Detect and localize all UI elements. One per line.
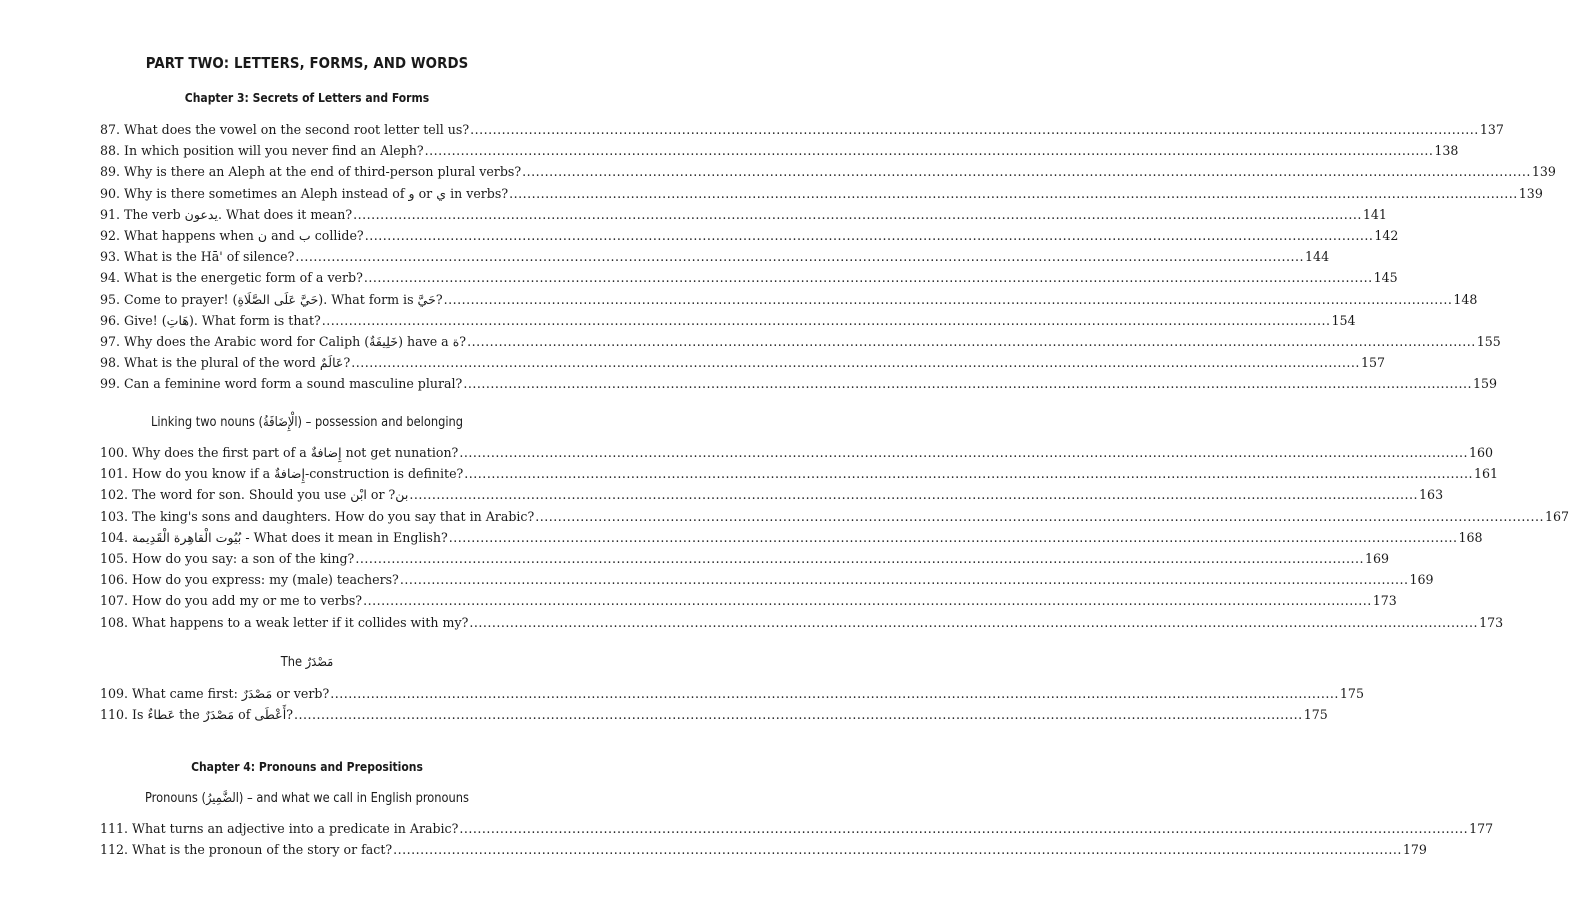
chapter-4-entries	[100, 818, 1494, 860]
toc-entry[interactable]: 101. How do you know if a إِضافةٌ-construction is definite? ..... 161	[100, 463, 536, 484]
masdar-entries	[100, 683, 1364, 725]
idafa-section-title: Linking two nouns (الْإِضَافَةُ) – possession and belonging	[150, 415, 464, 430]
toc-entry[interactable]: 112. What is the pronoun of the story or fact? ..... 179	[100, 839, 536, 860]
toc-entry[interactable]: 105. How do you say: a son of the king? ..... 169	[100, 548, 536, 569]
chapter-3-entries	[100, 119, 1556, 394]
toc-entry[interactable]: 106. How do you express: my (male) teachers? ..... 169	[100, 569, 536, 590]
toc-entry[interactable]: 88. In which position will you never find an Aleph? ..... 138	[100, 140, 536, 161]
toc-entry[interactable]: 110. Is عَطاءٌ the مَصْدَرٌ of أَعْطَى? ..... 175	[100, 704, 536, 725]
toc-entry[interactable]: 95. Come to prayer! (حَيَّ عَلَى الصَّلَاةِ). What form is حَيَّ? ..... 148	[100, 289, 536, 310]
toc-entry[interactable]: 111. What turns an adjective into a predicate in Arabic? ..... 177	[100, 818, 536, 839]
toc-entry[interactable]: 99. Can a feminine word form a sound masculine plural? ..... 159	[100, 373, 536, 394]
idafa-entries	[100, 442, 1569, 633]
pronouns-section-title: Pronouns (الضَّمِيرُ) – and what we call in English pronouns	[144, 791, 470, 806]
masdar-section-title: The مَصْدَرٌ	[280, 655, 334, 670]
toc-entry[interactable]: 102. The word for son. Should you use ابْن or ?بن ..... 163	[100, 484, 536, 505]
toc-entry[interactable]: 103. The king's sons and daughters. How do you say that in Arabic? ..... 167	[100, 506, 536, 527]
toc-entry[interactable]: 92. What happens when ن and ب collide? ..... 142	[100, 225, 536, 246]
toc-entry[interactable]: 97. Why does the Arabic word for Caliph (خَلِيفَةٌ) have a ة? ..... 155	[100, 331, 536, 352]
chapter-4-title: Chapter 4: Pronouns and Prepositions	[191, 760, 423, 774]
toc-entry[interactable]: 89. Why is there an Aleph at the end of third-person plural verbs? ..... 139	[100, 161, 536, 182]
toc-entry[interactable]: 107. How do you add my or me to verbs? ..... 173	[100, 590, 536, 611]
toc-entry[interactable]: 109. What came first: مَصْدَرٌ or verb? ..... 175	[100, 683, 536, 704]
toc-entry[interactable]: 87. What does the vowel on the second root letter tell us? ..... 137	[100, 119, 536, 140]
chapter-3-title: Chapter 3: Secrets of Letters and Forms	[184, 91, 430, 105]
toc-entry[interactable]: 93. What is the Hā' of silence? ..... 144	[100, 246, 536, 267]
toc-entry[interactable]: 104. بُيُوت الْقاهِرة الْقَدِيمة - What does it mean in English? ..... 168	[100, 527, 536, 548]
toc-entry[interactable]: 96. Give! (هَاتِ). What form is that? ..... 154	[100, 310, 536, 331]
toc-entry[interactable]: 100. Why does the first part of a إِضافةٌ not get nunation? ..... 160	[100, 442, 536, 463]
part-title: PART TWO: LETTERS, FORMS, AND WORDS	[145, 54, 469, 72]
toc-entry[interactable]: 91. The verb يدعون. What does it mean? ..... 141	[100, 204, 536, 225]
toc-entry[interactable]: 94. What is the energetic form of a verb? ..... 145	[100, 267, 536, 288]
toc-entry[interactable]: 98. What is the plural of the word عَالَمٌ? ..... 157	[100, 352, 536, 373]
toc-entry[interactable]: 90. Why is there sometimes an Aleph instead of و or ي in verbs? ..... 139	[100, 183, 536, 204]
toc-entry[interactable]: 108. What happens to a weak letter if it collides with my? ..... 173	[100, 612, 536, 633]
